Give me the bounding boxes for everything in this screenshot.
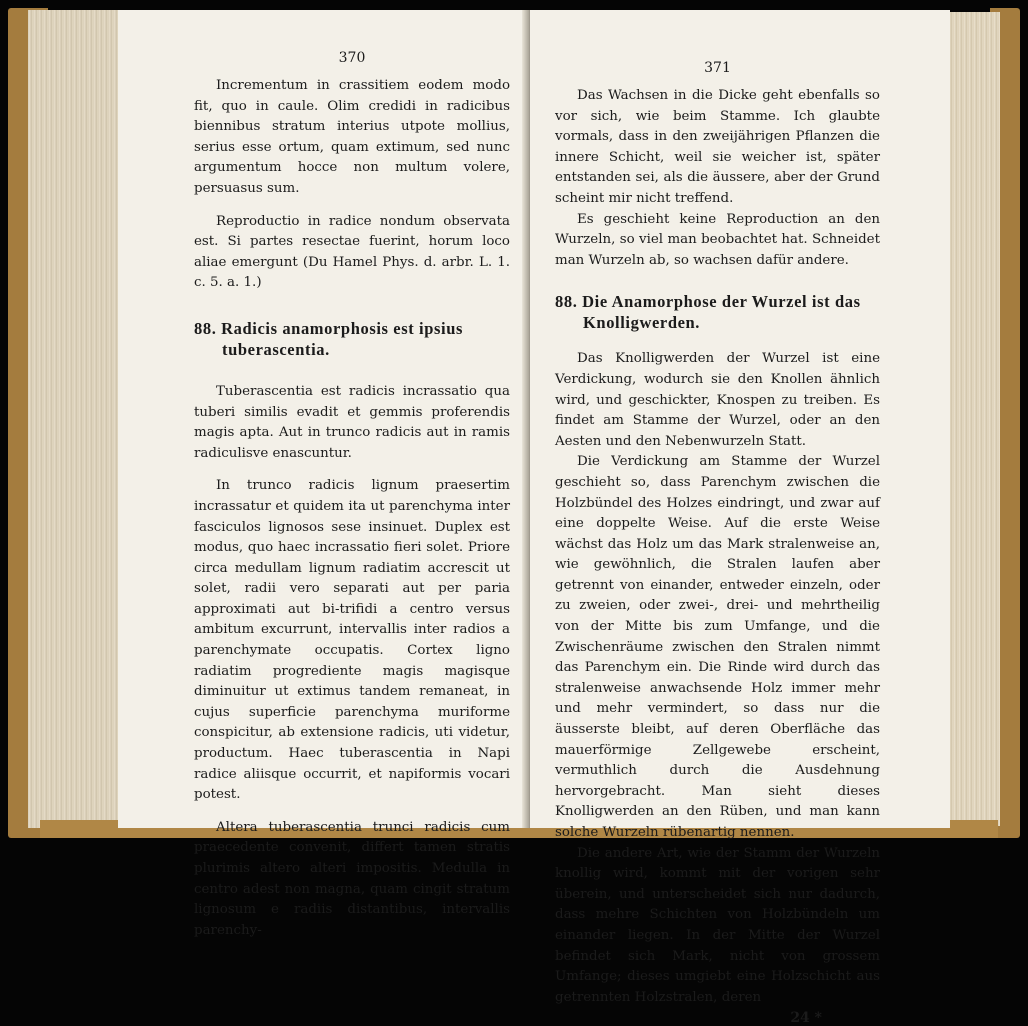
paragraph: Altera tuberascentia trunci radicis cum praecedente convenit, differt tamen stratis plurimis altero alteri impositis. Medulla in centro adest non magna, quam cingit stratum lignosum e radiis distantibus, intervallis parenchy-: [194, 819, 510, 938]
signature-mark: 24 *: [790, 1010, 822, 1026]
paragraph: Reproductio in radice nondum observata est. Si partes resectae fuerint, horum loco aliae emergunt (Du Hamel Phys. d. arbr. L. 1. c. 5. a. 1.): [194, 213, 510, 291]
page-number: 371: [704, 60, 731, 76]
paragraph: Das Knolligwerden der Wurzel ist eine Verdickung, wodurch sie den Knollen ähnlich wird, und geschickter, Knospen zu treiben. Es findet am Stamme der Wurzel, oder an den Aesten und den Nebenwurzeln Statt.: [555, 351, 880, 449]
section-heading: 88. Die Anamorphose der Wurzel ist das Knolligwerden.: [555, 292, 861, 333]
section-heading: 88. Radicis anamorphosis est ipsius tuberascentia.: [194, 318, 464, 359]
page-edges-left: [28, 10, 120, 828]
paragraph: Incrementum in crassitiem eodem modo fit, quo in caule. Olim credidi in radicibus biennibus stratum interius utpote mollius, serius esse ortum, quam extimum, sed nunc argumentum hocce non multum volere, persuasus sum.: [194, 78, 510, 196]
paragraph: Es geschieht keine Reproduction an den Wurzeln, so viel man beobachtet hat. Schneidet man Wurzeln ab, so wachsen dafür andere.: [555, 211, 880, 268]
page-number: 370: [338, 50, 366, 66]
paragraph: Tuberascentia est radicis incrassatio qua tuberi similis evadit et gemmis proferendis magis apta. Aut in trunco radicis aut in ramis radiculisve enascuntur.: [194, 383, 510, 461]
paragraph: Die Verdickung am Stamme der Wurzel geschieht so, dass Parenchym zwischen die Holzbündel des Holzes eindringt, und zwar auf eine doppelte Weise. Auf die erste Weise wächst das Holz um das Mark stralenweise an, wie gewöhnlich, die Stralen laufen aber getrennt von einander, entweder einzeln, oder zu zweien, oder zwei-, drei- und mehrtheilig von der Mitte bis zum Umfange, und die Zwischenräume zwischen den Stralen nimmt das Parenchym ein. Die Rinde wird durch das stralenweise anwachsende Holz immer mehr und mehr vermindert, so dass nur die äusserste bleibt, auf deren Oberfläche das mauerförmige Zellgewebe erscheint, vermuthlich durch die Ausdehnung hervorgebracht. Man sieht dieses Knolligwerden an den Rüben, und man kann solche Wurzeln rübenartig nennen.: [555, 454, 880, 840]
paragraph: In trunco radicis lignum praesertim incrassatur et quidem ita ut parenchyma inter fasciculos lignosos sese insinuet. Duplex est modus, quo haec incrassatio fieri solet. Priore circa medullam lignum radiatim accrescit ut solet, radii vero separati aut per paria approximati aut bi-trifidi a centro versus ambitum excurrunt, intervallis inter radios a parenchymate occupatis. Cortex ligno radiatim progrediente magis magisque diminuitur ut extimus tandem remaneat, in cujus superficie parenchyma muriforme conspicitur, ab extensione radicis, uti videtur, productum. Haec tuberascentia in Napi radice aliisque occurrit, et napiformis vocari potest.: [194, 478, 510, 803]
right-page: [530, 10, 950, 1026]
paragraph: Das Wachsen in die Dicke geht ebenfalls so vor sich, wie beim Stamme. Ich glaubte vormals, dass in den zweijährigen Pflanzen die innere Schicht, weil sie weicher ist, später entstanden sei, als die äussere, aber der Grund scheint mir nicht treffend.: [555, 88, 880, 206]
left-page: [118, 10, 528, 938]
paragraph: Die andere Art, wie der Stamm der Wurzeln knollig wird, kommt mit der vorigen sehr überein, und unterscheidet sich nur dadurch, dass mehre Schichten von Holzbündeln um einander liegen. In der Mitte der Wurzel befindet sich Mark, nicht von grossem Umfange; dieses umgiebt eine Holzschicht aus getrennten Holzstralen, deren: [555, 845, 880, 1005]
